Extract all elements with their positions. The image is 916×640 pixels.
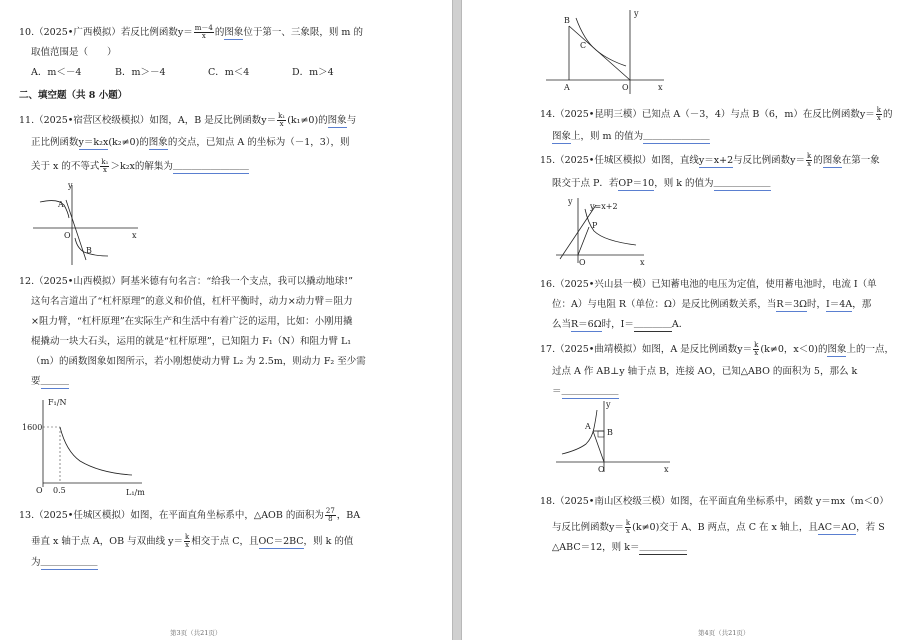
q12-label-l: L₁/m [126, 488, 145, 497]
q12-line3: ×阻力臂，“杠杆原理”在实际生产和生活中有着广泛的运用，比如：小刚用撬 [31, 316, 353, 327]
top-graph [546, 8, 671, 98]
q10-option-b: B．m＞－4 [115, 67, 166, 78]
q15-label-o: O [579, 258, 586, 267]
q10-line1: 10.（2025•广西模拟）若反比例函数y＝ $\frac{m-4}{x}$ 的图象位于第一、三象限，则 m 的 [19, 24, 363, 40]
top-label-c: C [580, 41, 587, 50]
q12-label-05: 0.5 [53, 486, 66, 495]
q17-ao-line [593, 431, 604, 462]
q17-line1: 17.（2025•曲靖模拟）如图，A 是反比例函数y＝ $\frac{k}{x}$ (k≠0，x＜0)的图象上的一点， [540, 341, 894, 357]
q11-label-y: y [68, 181, 73, 190]
q15-op-line [578, 227, 589, 255]
top-label-b: B [564, 16, 570, 25]
q17-label-o: O [598, 465, 605, 474]
q11-label-o: O [64, 231, 71, 240]
q15-graph [552, 195, 652, 270]
q13-line1: 13.（2025•任城区模拟）如图，在平面直角坐标系中，△AOB 的面积为 $\frac{27}{8}$ ，BA [19, 507, 361, 523]
q15-line2: 限交于点 P．若OP＝10，则 k 的值为＿＿＿＿＿＿ [552, 178, 771, 189]
section-title: 二、填空题（共 8 小题） [19, 90, 128, 101]
q16-line3: 么当R＝6Ω时，I＝＿＿＿＿A． [552, 319, 689, 330]
q10-option-a: A．m＜－4 [31, 67, 82, 78]
q10-option-c: C．m＜4 [208, 67, 250, 78]
q11-graph [28, 180, 148, 270]
q15-label-y: y [568, 197, 573, 206]
top-label-o: O [622, 83, 629, 92]
q11-line2: 正比例函数y＝k₂x(k₂≠0)的图象的交点，已知点 A 的坐标为（－1，3），则 [31, 137, 350, 148]
q17-label-x: x [664, 465, 669, 474]
top-label-y: y [634, 9, 639, 18]
right-footer: 第4页（共21页） [698, 629, 750, 637]
q13-line2: 垂直 x 轴于点 A，OB 与双曲线 y＝ $\frac{k}{x}$ 相交于点 C，且OC＝2BC，则 k 的值 [31, 533, 354, 549]
q17-label-b: B [607, 428, 613, 437]
page-gap [452, 0, 462, 640]
top-label-x: x [658, 83, 663, 92]
q12-label-1600: 1600 [22, 423, 43, 432]
q17-label-a: A [585, 422, 591, 431]
q12-line4: 棍撬动一块大石头，运用的就是“杠杆原理”，已知阻力 F₁（N）和阻力臂 L₁ [31, 336, 352, 347]
q18-line3: △ABC＝12，则 k＝＿＿＿＿＿ [552, 542, 687, 553]
q18-line2: 与反比例函数y＝ $\frac{k}{x}$ (k≠0)交于 A、B 两点，点 C 在 x 轴上，且AC＝AO，若 S [552, 519, 885, 535]
q17-graph [552, 398, 677, 483]
left-footer: 第3页（共21页） [170, 629, 222, 637]
q17-line3: ＝＿＿＿＿＿＿ [552, 386, 619, 397]
left-page [0, 0, 452, 640]
q11-label-a: A [58, 200, 64, 209]
q12-line6: 要＿＿＿ [31, 376, 70, 387]
q11-curve-left [40, 201, 69, 218]
q17-label-y: y [606, 400, 611, 409]
q10-line2: 取值范围是（ ） [31, 47, 117, 58]
q11-label-x: x [132, 231, 137, 240]
q17-line2: 过点 A 作 AB⊥y 轴于点 B，连接 AO，已知△ABO 的面积为 5，那么 k [552, 366, 858, 377]
q14-line2: 图象上，则 m 的值为＿＿＿＿＿＿＿ [552, 131, 710, 142]
q11-line1: 11.（2025•宿营区校级模拟）如图，A，B 是反比例函数y＝ $\frac{\text{k₁}}{x}$ (k₁≠0)的图象与 [19, 112, 357, 128]
q12-label-o: O [36, 486, 43, 495]
q13-line3: 为＿＿＿＿＿＿ [31, 557, 98, 568]
q12-line5: （m）的函数图象如图所示，若小刚想使动力臂 L₂ 为 2.5m，则动力 F₂ 至少需 [31, 356, 366, 367]
q12-line2: 这句名言道出了“杠杆原理”的意义和价值，杠杆平衡时，动力×动力臂＝阻力 [31, 296, 353, 307]
q15-label-line: y=x+2 [590, 202, 618, 211]
top-label-a: A [564, 83, 570, 92]
q18-line1: 18.（2025•南山区校级三模）如图，在平面直角坐标系中，函数 y＝mx（m＜0） [540, 496, 889, 507]
q11-line3: 关于 x 的不等式 $\frac{\text{k₁}}{x}$ ＞k₂x的解集为＿＿＿＿＿＿＿＿ [31, 158, 249, 174]
right-page [462, 0, 916, 640]
q16-line2: 位：A）与电阻 R（单位：Ω）是反比例函数关系，当R＝3Ω时，I＝4A，那 [552, 299, 872, 310]
q12-line1: 12.（2025•山西模拟）阿基米德有句名言：“给我一个支点，我可以撬动地球!” [19, 276, 353, 287]
q17-right-angle [598, 431, 604, 437]
q14-line1: 14.（2025•昆明三模）已知点 A（－3，4）与点 B（6，m）在反比例函数y＝ $\frac{k}{x}$ 的 [540, 106, 893, 122]
q15-label-x: x [640, 258, 645, 267]
q11-label-b: B [86, 246, 92, 255]
q15-line1: 15.（2025•任城区模拟）如图，直线y＝x+2与反比例函数y＝ $\frac{k}{x}$ 的图象在第一象 [540, 152, 880, 168]
q12-label-f: F₁/N [48, 398, 67, 407]
q11-line [66, 200, 86, 260]
q16-line1: 16.（2025•兴山县一模）已知蓄电池的电压为定值，使用蓄电池时，电流 I（单 [540, 279, 877, 290]
q15-label-p: P [592, 221, 598, 230]
q10-option-d: D．m＞4 [292, 67, 334, 78]
q17-curve [562, 410, 597, 454]
q12-graph [22, 395, 152, 500]
q12-curve [60, 427, 132, 475]
